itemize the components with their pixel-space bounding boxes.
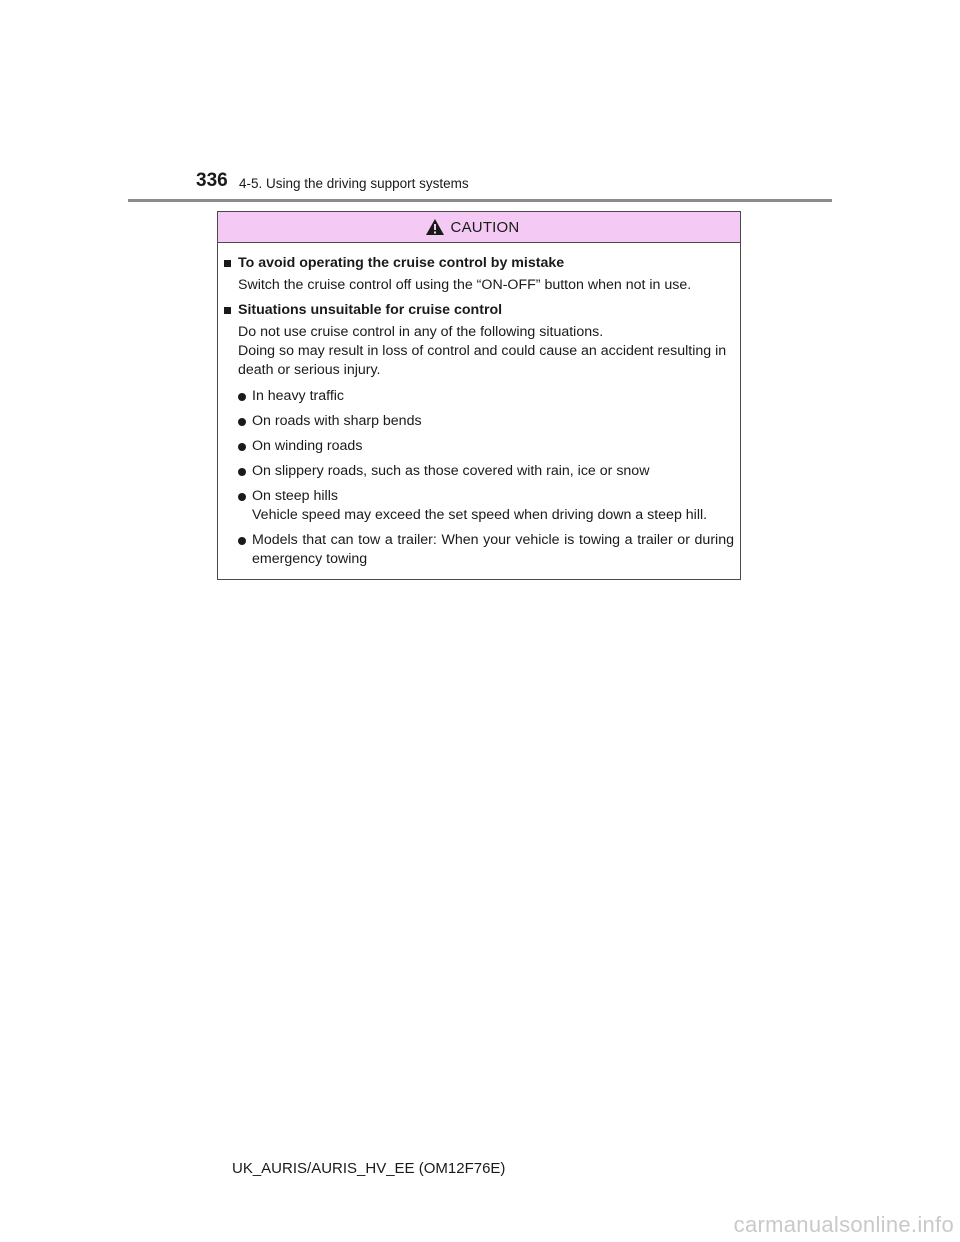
caution-heading	[224, 254, 734, 273]
list-item	[224, 387, 734, 406]
square-bullet-icon	[224, 260, 231, 267]
paragraph-line: Do not use cruise control in any of the following situations.	[238, 324, 604, 340]
list-item-text: On steep hills	[252, 488, 338, 504]
caution-paragraph	[224, 323, 734, 380]
list-item-text: On slippery roads, such as those covered with rain, ice or snow	[252, 463, 650, 479]
section-title: 4-5. Using the driving support systems	[239, 176, 469, 191]
heading-text: Situations unsuitable for cruise control	[238, 302, 503, 318]
paragraph-line: Doing so may result in loss of control and could cause an accident resulting in death or serious injury.	[238, 343, 727, 378]
warning-triangle-icon	[425, 218, 445, 236]
list-item	[224, 437, 734, 456]
heading-text: To avoid operating the cruise control by mistake	[238, 255, 565, 271]
list-item	[224, 412, 734, 431]
list-item	[224, 487, 734, 525]
page-number: 336	[196, 170, 228, 191]
round-bullet-icon	[238, 493, 246, 501]
square-bullet-icon	[224, 307, 231, 314]
round-bullet-icon	[238, 393, 246, 401]
list-item-text: On roads with sharp bends	[252, 413, 422, 429]
list-item-text: On winding roads	[252, 438, 363, 454]
round-bullet-icon	[238, 468, 246, 476]
list-item-text: In heavy traffic	[252, 388, 345, 404]
caution-body	[218, 243, 740, 569]
header-divider	[128, 199, 832, 202]
list-item-content	[252, 487, 734, 525]
caution-box	[217, 211, 741, 580]
caution-label: CAUTION	[450, 218, 520, 236]
list-item-text: Models that can tow a trailer: When your vehicle is towing a trailer or during emergency towing	[252, 532, 734, 567]
round-bullet-icon	[238, 418, 246, 426]
list-item-subtext: Vehicle speed may exceed the set speed when driving down a steep hill.	[252, 507, 708, 523]
caution-header	[218, 212, 740, 243]
manual-code: UK_AURIS/AURIS_HV_EE (OM12F76E)	[232, 1160, 506, 1177]
list-item	[224, 462, 734, 481]
round-bullet-icon	[238, 537, 246, 545]
watermark: carmanualsonline.info	[733, 1212, 954, 1237]
paragraph-line: Switch the cruise control off using the “ON-OFF” button when not in use.	[238, 277, 692, 293]
round-bullet-icon	[238, 443, 246, 451]
caution-paragraph	[224, 276, 734, 295]
caution-heading	[224, 301, 734, 320]
list-item	[224, 531, 734, 569]
